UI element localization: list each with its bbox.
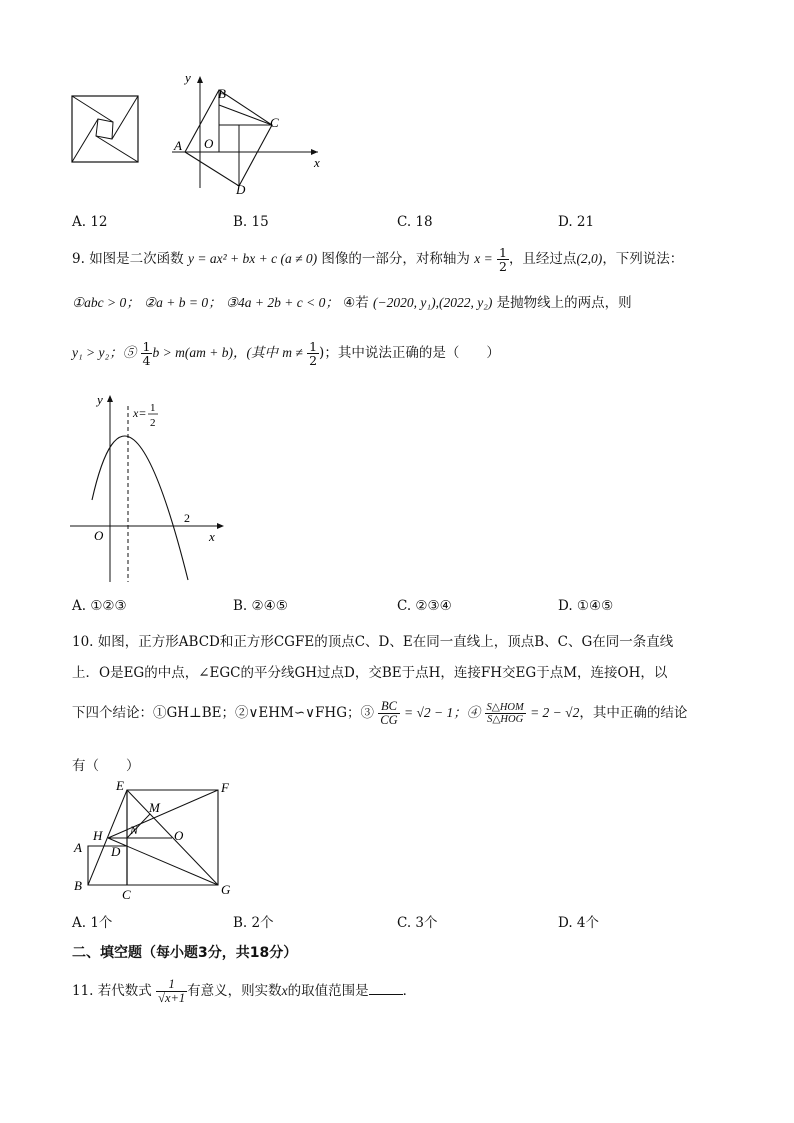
q8-label-O: O <box>204 136 214 151</box>
q9-option-d[interactable]: D. ①④⑤ <box>558 598 614 614</box>
q10-label-D: D <box>111 844 121 859</box>
q11-fraction: $\frac{1}{√x+1}$ <box>158 977 186 1006</box>
q8-coordinate-figure <box>168 68 328 196</box>
q9-line1: 9. 如图是二次函数 y = ax² + bx + c (a ≠ 0) 图像的一部分，对称轴为 x = $\frac{1}{2}$ ，且经过点(2,0)，下列说法： <box>72 245 684 275</box>
q10-option-c[interactable]: C. 3个 <box>397 915 438 931</box>
svg-text:1: 1 <box>150 402 156 414</box>
q9-label-y: y <box>97 392 103 407</box>
q10-label-O: O <box>174 828 184 843</box>
q9-axis-fraction: $\frac{1}{2}$ <box>498 245 507 275</box>
q10-area-fraction: $\frac{\text{S△HOM}}{\text{S△HOG}}$ <box>486 702 524 726</box>
q9-label-O: O <box>94 528 104 543</box>
q11-line: 11. 若代数式 $\frac{1}{√x+1}$ 有意义，则实数x的取值范围是 ． <box>72 977 417 1006</box>
q11-answer-blank[interactable] <box>369 982 403 995</box>
q10-label-E: E <box>116 778 124 793</box>
q10-option-d[interactable]: D. 4个 <box>558 915 600 931</box>
q10-line3: 下四个结论：①GH⊥BE；②∨EHM∽∨FHG；③ $\frac{BC}{CG}$ = √2 − 1；④ $\frac{\text{S△HOM}}{\text{S△HOG}}$ = 2 − √2，其中正确的结论 <box>72 699 688 728</box>
q10-label-G: G <box>221 882 231 897</box>
q8-label-C: C <box>270 115 279 130</box>
q9-option-a[interactable]: A. ①②③ <box>72 598 127 614</box>
q10-squares-figure <box>70 778 240 902</box>
q9-cond-fraction: $\frac{1}{2}$ <box>309 339 318 369</box>
q9-number: 9. <box>72 251 85 268</box>
q8-option-a[interactable]: A. 12 <box>72 214 108 230</box>
q8-option-b[interactable]: B. 15 <box>233 214 269 230</box>
q8-option-d[interactable]: D. 21 <box>558 214 595 230</box>
q9-label-2: 2 <box>184 511 190 525</box>
q9-option-c[interactable]: C. ②③④ <box>397 598 452 614</box>
q10-line1: 10. 如图，正方形ABCD和正方形CGFE的顶点C、D、E在同一直线上，顶点B、C、G在同一条直线 <box>72 634 674 650</box>
q10-label-N: N <box>130 823 139 837</box>
q10-label-F: F <box>221 780 229 795</box>
q10-label-B: B <box>74 878 82 893</box>
q8-label-y: y <box>185 70 191 85</box>
q9-statement-2: ②a + b = 0； <box>144 295 222 310</box>
q10-label-A: A <box>74 840 82 855</box>
q9-statement-3: ③4a + 2b + c < 0； <box>225 295 339 310</box>
q10-ratio-fraction: $\frac{BC}{CG}$ <box>380 699 398 728</box>
q9-statement-4: ④若 <box>343 295 369 311</box>
q8-label-D: D <box>236 182 246 196</box>
q9-line3: y₁ > y₂；⑤ $\frac{1}{4}$ b > m(am + b)，(其中 m ≠ $\frac{1}{2}$ )；其中说法正确的是（ ） <box>72 339 500 369</box>
q9-line2: ①abc > 0； ②a + b = 0； ③4a + 2b + c < 0； ④若 (−2020, y₁),(2022, y₂) 是抛物线上的两点，则 <box>72 295 632 311</box>
q9-label-xeq: x= <box>133 406 147 420</box>
q8-label-x: x <box>314 155 320 170</box>
section-heading: 二、填空题（每小题3分，共18分） <box>72 945 298 961</box>
q8-label-A: A <box>174 138 182 153</box>
q10-label-M: M <box>149 800 160 815</box>
q8-option-c[interactable]: C. 18 <box>397 214 433 230</box>
q10-line2: 上．O是EG的中点，∠EGC的平分线GH过点D，交BE于点H，连接FH交EG于点M，连接OH，以 <box>72 665 668 681</box>
q9-function: y = ax² + bx + c (a ≠ 0) <box>187 251 318 267</box>
q10-option-b[interactable]: B. 2个 <box>233 915 274 931</box>
svg-text:2: 2 <box>150 417 156 429</box>
q9-parabola-figure <box>66 390 236 586</box>
q10-label-H: H <box>93 828 103 843</box>
q10-line4: 有（ ） <box>72 758 140 774</box>
q9-statement-5: b > m(am + b)，(其中 <box>152 345 278 361</box>
q9-s5-fraction: $\frac{1}{4}$ <box>142 339 151 369</box>
q8-label-B: B <box>218 86 226 101</box>
q10-option-a[interactable]: A. 1个 <box>72 915 113 931</box>
q9-option-b[interactable]: B. ②④⑤ <box>233 598 288 614</box>
q10-label-C: C <box>122 887 131 902</box>
q8-pinwheel-figure <box>68 92 144 164</box>
q11-number: 11. <box>72 983 94 1000</box>
q9-statement-1: ①abc > 0； <box>72 295 140 310</box>
q9-label-x: x <box>209 529 215 544</box>
q10-number: 10. <box>72 634 94 650</box>
